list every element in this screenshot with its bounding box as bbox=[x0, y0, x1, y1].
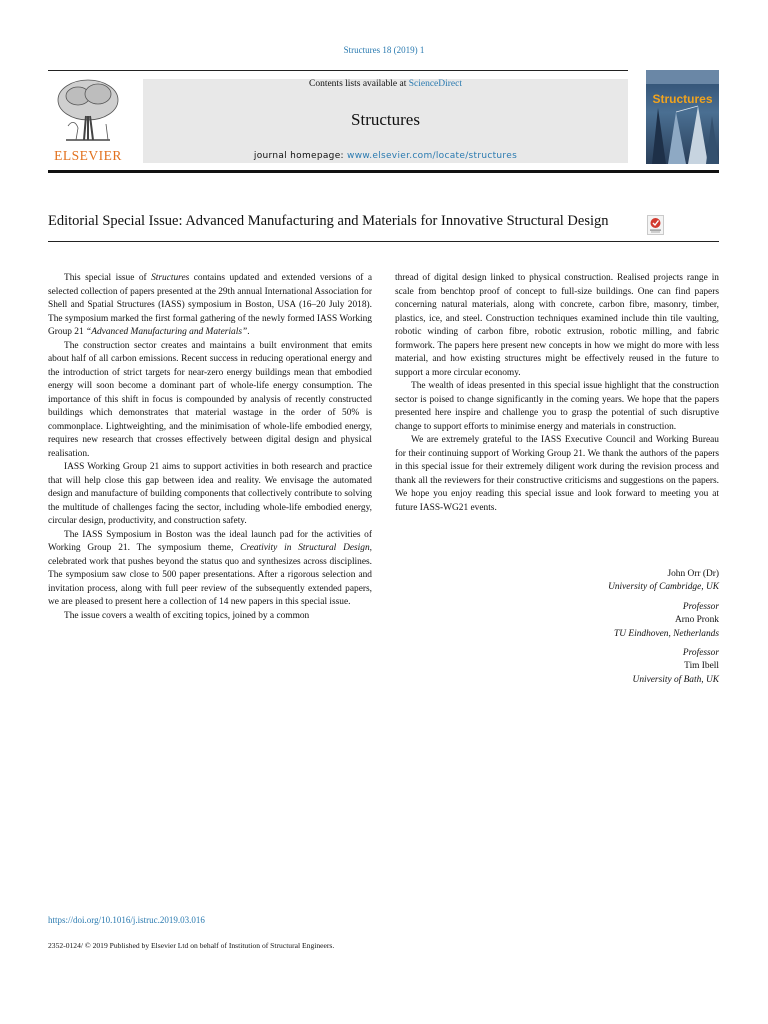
cover-building-icon bbox=[646, 70, 719, 164]
tree-icon bbox=[48, 76, 128, 146]
homepage-prefix: journal homepage: bbox=[253, 151, 348, 161]
homepage-link[interactable]: www.elsevier.com/locate/structures bbox=[347, 151, 518, 161]
author-name: Tim Ibell bbox=[684, 661, 719, 672]
signatures bbox=[395, 568, 719, 693]
paragraph: The issue covers a wealth of exciting topics, joined by a common bbox=[64, 610, 310, 621]
paragraph: The IASS Symposium in Boston was the ideal launch pad for the activities of Working Group 21. The symposium theme, Creativity in Structural Design, celebrated work that pushes beyond the status quo and synthesizes across disciplines. The symposium saw close to 500 paper presentations. After a rigorous selection and invitation process, along with full peer review of the subsequently extended papers, we are pleased to present here a collection of 14 new papers in this special issue. bbox=[48, 529, 372, 607]
paragraph: The construction sector creates and maintains a built environment that emits about half of all carbon emissions. Recent success in reducing operational energy and the introduction of strict targets for near-zero energy buildings mean that embodied energy will soon become a dominant part of whole-life energy consumption. The importance of this shift in focus is compounded by analysis of recently constructed buildings which demonstrates that material wastage in the order of 50% is commonplace. Lightweighting, and the minimisation of whole-life embodied energy, requires new research that crosses effectively between digital design and physical realisation. bbox=[48, 340, 372, 459]
contents-line bbox=[143, 79, 628, 89]
paragraph: IASS Working Group 21 aims to support activities in both research and practice that will help close this gap between idea and reality. We envisage the automated design and manufacture of building components that collectively contribute to solving the multitude of challenges facing the sector, including whole-life embodied energy, circular design, productivity, and construction safety. bbox=[48, 462, 372, 526]
header-thick-divider bbox=[48, 170, 719, 173]
signature-block bbox=[395, 601, 719, 641]
right-column bbox=[395, 272, 719, 515]
paragraph: thread of digital design linked to physical construction. Realised projects range in scale from benchtop proof of concept to full-size buildings. One can find papers concerning natural materials, along with concrete, carbon fibre, masonry, timber, plastics, ice, and steel. Construction techniques examined include thin tile vaulting, robotic winding of carbon fibre, robotic extrusion, robotic milling, and fabric formwork. The papers here present new concepts in how we might do more with less material, and how existing structures might be effectively reused in the future to support a more circular economy. bbox=[395, 273, 719, 378]
journal-cover[interactable] bbox=[646, 70, 719, 164]
paragraph: This special issue of Structures contains updated and extended versions of a selected collection of papers presented at the 29th annual International Association for Shell and Spatial Structures (IASS) symposium in Boston, USA (16–20 July 2018). The symposium marked the first formal gathering of the newly formed IASS Working Group 21 “Advanced Manufacturing and Materials”. bbox=[48, 273, 372, 337]
left-column bbox=[48, 272, 372, 623]
journal-name: Structures bbox=[351, 110, 420, 129]
homepage-line bbox=[143, 151, 628, 161]
crossmark-icon[interactable] bbox=[647, 215, 664, 235]
elsevier-logo bbox=[48, 76, 128, 164]
journal-header-box bbox=[143, 79, 628, 163]
doi-link[interactable]: https://doi.org/10.1016/j.istruc.2019.03.016 bbox=[48, 915, 205, 925]
article-title: Editorial Special Issue: Advanced Manufacturing and Materials for Innovative Structural Design bbox=[48, 213, 609, 229]
paragraph: We are extremely grateful to the IASS Executive Council and Working Bureau for their continuing support of Working Group 21. We thank the authors of the papers in this special issue for their extremely diligent work during the revision process and thank all the reviewers for their constructive criticisms and suggestions on the papers. We hope you enjoy reading this special issue and look forward to meeting you at future IASS-WG21 events. bbox=[395, 435, 719, 513]
author-role: Professor bbox=[682, 648, 719, 659]
author-affiliation: University of Cambridge, UK bbox=[608, 582, 719, 593]
journal-reference[interactable]: Structures 18 (2019) 1 bbox=[343, 45, 425, 55]
author-affiliation: TU Eindhoven, Netherlands bbox=[614, 628, 719, 639]
title-divider bbox=[48, 241, 719, 242]
signature-block bbox=[395, 568, 719, 595]
elsevier-wordmark: ELSEVIER bbox=[54, 148, 122, 163]
paragraph: The wealth of ideas presented in this special issue highlight that the construction sector is poised to change significantly in the coming years. We hope that the papers presented here inspire and challenge you to grasp the potential of such disruptive change to support efforts to minimise energy and materials in construction. bbox=[395, 381, 719, 432]
author-name: Arno Pronk bbox=[674, 615, 719, 626]
author-role: Professor bbox=[682, 601, 719, 612]
author-affiliation: University of Bath, UK bbox=[632, 674, 719, 685]
copyright-line: 2352-0124/ © 2019 Published by Elsevier Ltd on behalf of Institution of Structural Engineers. bbox=[48, 941, 335, 950]
sciencedirect-link[interactable]: ScienceDirect bbox=[408, 79, 462, 89]
signature-block bbox=[395, 647, 719, 687]
author-name: John Orr (Dr) bbox=[667, 569, 719, 579]
contents-prefix: Contents lists available at bbox=[308, 79, 409, 89]
top-divider bbox=[48, 70, 628, 71]
cover-title: Structures bbox=[652, 92, 713, 106]
